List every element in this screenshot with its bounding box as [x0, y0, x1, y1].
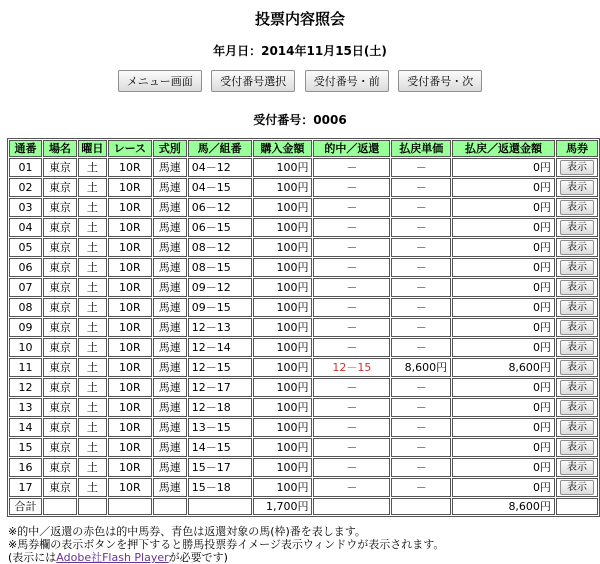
- cell-type: 馬連: [153, 438, 187, 457]
- cell-day: 土: [78, 458, 107, 477]
- cell-ticket: [556, 178, 598, 197]
- cell-ticket: [556, 478, 598, 497]
- cell-empty: [43, 498, 77, 515]
- col-header-race: レース: [108, 140, 152, 157]
- cell-combo: 08－12: [188, 238, 252, 257]
- show-ticket-button[interactable]: 表示: [560, 360, 594, 375]
- cell-place: 東京: [43, 158, 77, 177]
- bets-table: [7, 138, 600, 517]
- col-header-serial: 通番: [9, 140, 42, 157]
- cell-empty: [188, 498, 252, 515]
- cell-unit: 8,600円: [391, 358, 451, 377]
- cell-place: 東京: [43, 198, 77, 217]
- cell-payout: 0円: [452, 438, 555, 457]
- cell-amount: 100円: [253, 458, 313, 477]
- cell-type: 馬連: [153, 238, 187, 257]
- cell-place: 東京: [43, 218, 77, 237]
- cell-ticket: [556, 238, 598, 257]
- cell-unit: －: [391, 178, 451, 197]
- cell-combo: 12－15: [188, 358, 252, 377]
- cell-payout: 0円: [452, 258, 555, 277]
- cell-payout: 0円: [452, 238, 555, 257]
- cell-day: 土: [78, 358, 107, 377]
- cell-ticket: [556, 398, 598, 417]
- cell-hit: －: [313, 438, 390, 457]
- cell-place: 東京: [43, 478, 77, 497]
- cell-place: 東京: [43, 258, 77, 277]
- cell-amount: 100円: [253, 318, 313, 337]
- cell-day: 土: [78, 338, 107, 357]
- cell-hit: －: [313, 418, 390, 437]
- cell-amount: 100円: [253, 158, 313, 177]
- show-ticket-button[interactable]: 表示: [560, 320, 594, 335]
- cell-total-amount: 1,700円: [253, 498, 313, 515]
- cell-no: 14: [9, 418, 42, 437]
- bet-row: [9, 358, 598, 377]
- cell-unit: －: [391, 298, 451, 317]
- cell-ticket: [556, 158, 598, 177]
- cell-combo: 09－15: [188, 298, 252, 317]
- col-header-day: 曜日: [78, 140, 107, 157]
- cell-total-payout: 8,600円: [452, 498, 555, 515]
- cell-no: 12: [9, 378, 42, 397]
- cell-amount: 100円: [253, 218, 313, 237]
- cell-hit: －: [313, 298, 390, 317]
- receipt-number-prev-button[interactable]: 受付番号・前: [305, 70, 389, 92]
- cell-day: 土: [78, 218, 107, 237]
- cell-ticket: [556, 358, 598, 377]
- col-header-horse-combo: 馬／組番: [188, 140, 252, 157]
- bet-row: [9, 378, 598, 397]
- cell-ticket: [556, 458, 598, 477]
- page-title: 投票内容照会: [254, 10, 345, 28]
- cell-unit: －: [391, 278, 451, 297]
- col-header-payout-unit: 払戻単価: [391, 140, 451, 157]
- cell-combo: 15－17: [188, 458, 252, 477]
- cell-race: 10R: [108, 178, 152, 197]
- cell-day: 土: [78, 298, 107, 317]
- show-ticket-button[interactable]: 表示: [560, 260, 594, 275]
- cell-hit: －: [313, 318, 390, 337]
- flash-player-link[interactable]: Adobe社Flash Player: [56, 551, 169, 564]
- cell-unit: －: [391, 378, 451, 397]
- cell-race: 10R: [108, 298, 152, 317]
- show-ticket-button[interactable]: 表示: [560, 280, 594, 295]
- cell-unit: －: [391, 458, 451, 477]
- cell-unit: －: [391, 478, 451, 497]
- cell-amount: 100円: [253, 418, 313, 437]
- cell-total-label: 合計: [9, 498, 42, 515]
- cell-place: 東京: [43, 238, 77, 257]
- toolbar: [0, 70, 600, 92]
- cell-amount: 100円: [253, 438, 313, 457]
- cell-no: 17: [9, 478, 42, 497]
- cell-ticket: [556, 218, 598, 237]
- cell-hit: －: [313, 198, 390, 217]
- cell-no: 13: [9, 398, 42, 417]
- cell-combo: 12－14: [188, 338, 252, 357]
- cell-race: 10R: [108, 238, 152, 257]
- col-header-ticket: 馬券: [556, 140, 598, 157]
- cell-combo: 04－12: [188, 158, 252, 177]
- cell-race: 10R: [108, 218, 152, 237]
- total-row: [9, 498, 598, 515]
- cell-place: 東京: [43, 178, 77, 197]
- cell-race: 10R: [108, 258, 152, 277]
- cell-unit: －: [391, 338, 451, 357]
- cell-amount: 100円: [253, 358, 313, 377]
- cell-payout: 0円: [452, 158, 555, 177]
- cell-hit: －: [313, 258, 390, 277]
- cell-ticket: [556, 258, 598, 277]
- cell-type: 馬連: [153, 398, 187, 417]
- show-ticket-button[interactable]: 表示: [560, 160, 594, 175]
- show-ticket-button[interactable]: 表示: [560, 340, 594, 355]
- show-ticket-button[interactable]: 表示: [560, 440, 594, 455]
- cell-combo: 08－15: [188, 258, 252, 277]
- bet-row: [9, 438, 598, 457]
- cell-type: 馬連: [153, 338, 187, 357]
- cell-empty: [78, 498, 107, 515]
- cell-unit: －: [391, 438, 451, 457]
- cell-hit: －: [313, 378, 390, 397]
- cell-place: 東京: [43, 278, 77, 297]
- cell-amount: 100円: [253, 338, 313, 357]
- cell-day: 土: [78, 238, 107, 257]
- show-ticket-button[interactable]: 表示: [560, 220, 594, 235]
- bet-row: [9, 178, 598, 197]
- show-ticket-button[interactable]: 表示: [560, 180, 594, 195]
- cell-empty: [153, 498, 187, 515]
- cell-empty: [108, 498, 152, 515]
- note-flash-suffix: が必要です): [168, 551, 228, 564]
- cell-amount: 100円: [253, 398, 313, 417]
- cell-place: 東京: [43, 438, 77, 457]
- cell-no: 04: [9, 218, 42, 237]
- cell-race: 10R: [108, 278, 152, 297]
- bet-row: [9, 478, 598, 497]
- cell-empty: [556, 498, 598, 515]
- menu-screen-button[interactable]: メニュー画面: [118, 70, 202, 92]
- cell-type: 馬連: [153, 458, 187, 477]
- cell-ticket: [556, 318, 598, 337]
- cell-empty: [391, 498, 451, 515]
- cell-unit: －: [391, 398, 451, 417]
- cell-unit: －: [391, 218, 451, 237]
- cell-type: 馬連: [153, 358, 187, 377]
- cell-race: 10R: [108, 338, 152, 357]
- cell-amount: 100円: [253, 478, 313, 497]
- cell-place: 東京: [43, 318, 77, 337]
- cell-no: 05: [9, 238, 42, 257]
- cell-no: 07: [9, 278, 42, 297]
- col-header-hit-refund: 的中／返還: [313, 140, 390, 157]
- note-hit-color: ※的中／返還の赤色は的中馬券、青色は返還対象の馬(枠)番を表します。: [8, 525, 366, 538]
- cell-hit: －: [313, 338, 390, 357]
- bet-row: [9, 458, 598, 477]
- cell-place: 東京: [43, 458, 77, 477]
- bet-row: [9, 338, 598, 357]
- cell-no: 16: [9, 458, 42, 477]
- cell-unit: －: [391, 158, 451, 177]
- footer-notes: [8, 525, 600, 564]
- cell-day: 土: [78, 158, 107, 177]
- cell-ticket: [556, 438, 598, 457]
- cell-payout: 0円: [452, 318, 555, 337]
- bet-row: [9, 398, 598, 417]
- cell-ticket: [556, 278, 598, 297]
- cell-payout: 0円: [452, 278, 555, 297]
- cell-hit: －: [313, 178, 390, 197]
- cell-unit: －: [391, 318, 451, 337]
- cell-payout: 0円: [452, 218, 555, 237]
- cell-unit: －: [391, 418, 451, 437]
- cell-type: 馬連: [153, 418, 187, 437]
- cell-race: 10R: [108, 438, 152, 457]
- cell-combo: 04－15: [188, 178, 252, 197]
- cell-no: 03: [9, 198, 42, 217]
- cell-race: 10R: [108, 458, 152, 477]
- cell-payout: 0円: [452, 478, 555, 497]
- show-ticket-button[interactable]: 表示: [560, 380, 594, 395]
- col-header-track: 場名: [43, 140, 77, 157]
- cell-combo: 12－17: [188, 378, 252, 397]
- cell-payout: 0円: [452, 458, 555, 477]
- cell-combo: 14－15: [188, 438, 252, 457]
- cell-amount: 100円: [253, 178, 313, 197]
- cell-hit: －: [313, 238, 390, 257]
- cell-place: 東京: [43, 418, 77, 437]
- show-ticket-button[interactable]: 表示: [560, 400, 594, 415]
- show-ticket-button[interactable]: 表示: [560, 200, 594, 215]
- cell-payout: 0円: [452, 338, 555, 357]
- receipt-number-next-button[interactable]: 受付番号・次: [398, 70, 482, 92]
- col-header-purchase-amount: 購入金額: [253, 140, 313, 157]
- cell-hit: －: [313, 158, 390, 177]
- bet-row: [9, 298, 598, 317]
- cell-unit: －: [391, 238, 451, 257]
- show-ticket-button[interactable]: 表示: [560, 460, 594, 475]
- cell-amount: 100円: [253, 298, 313, 317]
- cell-amount: 100円: [253, 278, 313, 297]
- cell-no: 06: [9, 258, 42, 277]
- cell-race: 10R: [108, 358, 152, 377]
- cell-no: 08: [9, 298, 42, 317]
- cell-race: 10R: [108, 318, 152, 337]
- cell-hit: －: [313, 398, 390, 417]
- cell-payout: 8,600円: [452, 358, 555, 377]
- bet-row: [9, 318, 598, 337]
- cell-combo: 15－18: [188, 478, 252, 497]
- cell-type: 馬連: [153, 378, 187, 397]
- cell-day: 土: [78, 178, 107, 197]
- cell-combo: 09－12: [188, 278, 252, 297]
- cell-place: 東京: [43, 338, 77, 357]
- cell-type: 馬連: [153, 218, 187, 237]
- cell-day: 土: [78, 418, 107, 437]
- cell-place: 東京: [43, 378, 77, 397]
- show-ticket-button[interactable]: 表示: [560, 240, 594, 255]
- cell-day: 土: [78, 198, 107, 217]
- cell-day: 土: [78, 478, 107, 497]
- show-ticket-button[interactable]: 表示: [560, 480, 594, 495]
- cell-amount: 100円: [253, 378, 313, 397]
- cell-day: 土: [78, 398, 107, 417]
- cell-unit: －: [391, 258, 451, 277]
- cell-race: 10R: [108, 378, 152, 397]
- note-flash-prefix: (表示には: [8, 551, 57, 564]
- cell-amount: 100円: [253, 198, 313, 217]
- cell-type: 馬連: [153, 318, 187, 337]
- cell-no: 10: [9, 338, 42, 357]
- cell-place: 東京: [43, 298, 77, 317]
- cell-hit: 12－15: [313, 358, 390, 377]
- cell-day: 土: [78, 278, 107, 297]
- cell-payout: 0円: [452, 378, 555, 397]
- cell-race: 10R: [108, 398, 152, 417]
- note-show-button: ※馬券欄の表示ボタンを押下すると勝馬投票券イメージ表示ウィンドウが表示されます。: [8, 538, 445, 551]
- cell-type: 馬連: [153, 478, 187, 497]
- show-ticket-button[interactable]: 表示: [560, 420, 594, 435]
- cell-place: 東京: [43, 358, 77, 377]
- bet-row: [9, 238, 598, 257]
- cell-combo: 06－15: [188, 218, 252, 237]
- cell-day: 土: [78, 438, 107, 457]
- cell-type: 馬連: [153, 298, 187, 317]
- cell-payout: 0円: [452, 398, 555, 417]
- bet-row: [9, 158, 598, 177]
- cell-no: 09: [9, 318, 42, 337]
- cell-place: 東京: [43, 398, 77, 417]
- table-header-row: [9, 140, 598, 157]
- bet-row: [9, 278, 598, 297]
- cell-no: 15: [9, 438, 42, 457]
- cell-combo: 12－13: [188, 318, 252, 337]
- cell-race: 10R: [108, 158, 152, 177]
- cell-payout: 0円: [452, 178, 555, 197]
- col-header-payout-refund-amount: 払戻／返還金額: [452, 140, 555, 157]
- cell-day: 土: [78, 378, 107, 397]
- date-line: 年月日：2014年11月15日(土): [213, 44, 387, 58]
- cell-amount: 100円: [253, 258, 313, 277]
- bet-row: [9, 258, 598, 277]
- show-ticket-button[interactable]: 表示: [560, 300, 594, 315]
- cell-combo: 13－15: [188, 418, 252, 437]
- bet-row: [9, 418, 598, 437]
- cell-race: 10R: [108, 198, 152, 217]
- cell-type: 馬連: [153, 278, 187, 297]
- bet-row: [9, 198, 598, 217]
- cell-hit: －: [313, 458, 390, 477]
- cell-type: 馬連: [153, 178, 187, 197]
- cell-race: 10R: [108, 418, 152, 437]
- bet-row: [9, 218, 598, 237]
- cell-payout: 0円: [452, 298, 555, 317]
- cell-unit: －: [391, 198, 451, 217]
- cell-no: 02: [9, 178, 42, 197]
- cell-day: 土: [78, 318, 107, 337]
- receipt-number-select-button[interactable]: 受付番号選択: [211, 70, 295, 92]
- cell-ticket: [556, 418, 598, 437]
- cell-hit: －: [313, 218, 390, 237]
- cell-ticket: [556, 198, 598, 217]
- cell-no: 11: [9, 358, 42, 377]
- cell-day: 土: [78, 258, 107, 277]
- cell-combo: 12－18: [188, 398, 252, 417]
- cell-type: 馬連: [153, 198, 187, 217]
- cell-amount: 100円: [253, 238, 313, 257]
- receipt-number: 受付番号：0006: [253, 113, 347, 127]
- cell-payout: 0円: [452, 418, 555, 437]
- betting-inquiry-page: [0, 8, 600, 564]
- cell-combo: 06－12: [188, 198, 252, 217]
- cell-ticket: [556, 298, 598, 317]
- cell-hit: －: [313, 278, 390, 297]
- cell-payout: 0円: [452, 198, 555, 217]
- cell-empty: [313, 498, 390, 515]
- cell-hit: －: [313, 478, 390, 497]
- cell-type: 馬連: [153, 258, 187, 277]
- cell-race: 10R: [108, 478, 152, 497]
- cell-type: 馬連: [153, 158, 187, 177]
- cell-ticket: [556, 378, 598, 397]
- cell-no: 01: [9, 158, 42, 177]
- cell-ticket: [556, 338, 598, 357]
- note-flash-requirement: [8, 551, 600, 564]
- col-header-bet-type: 式別: [153, 140, 187, 157]
